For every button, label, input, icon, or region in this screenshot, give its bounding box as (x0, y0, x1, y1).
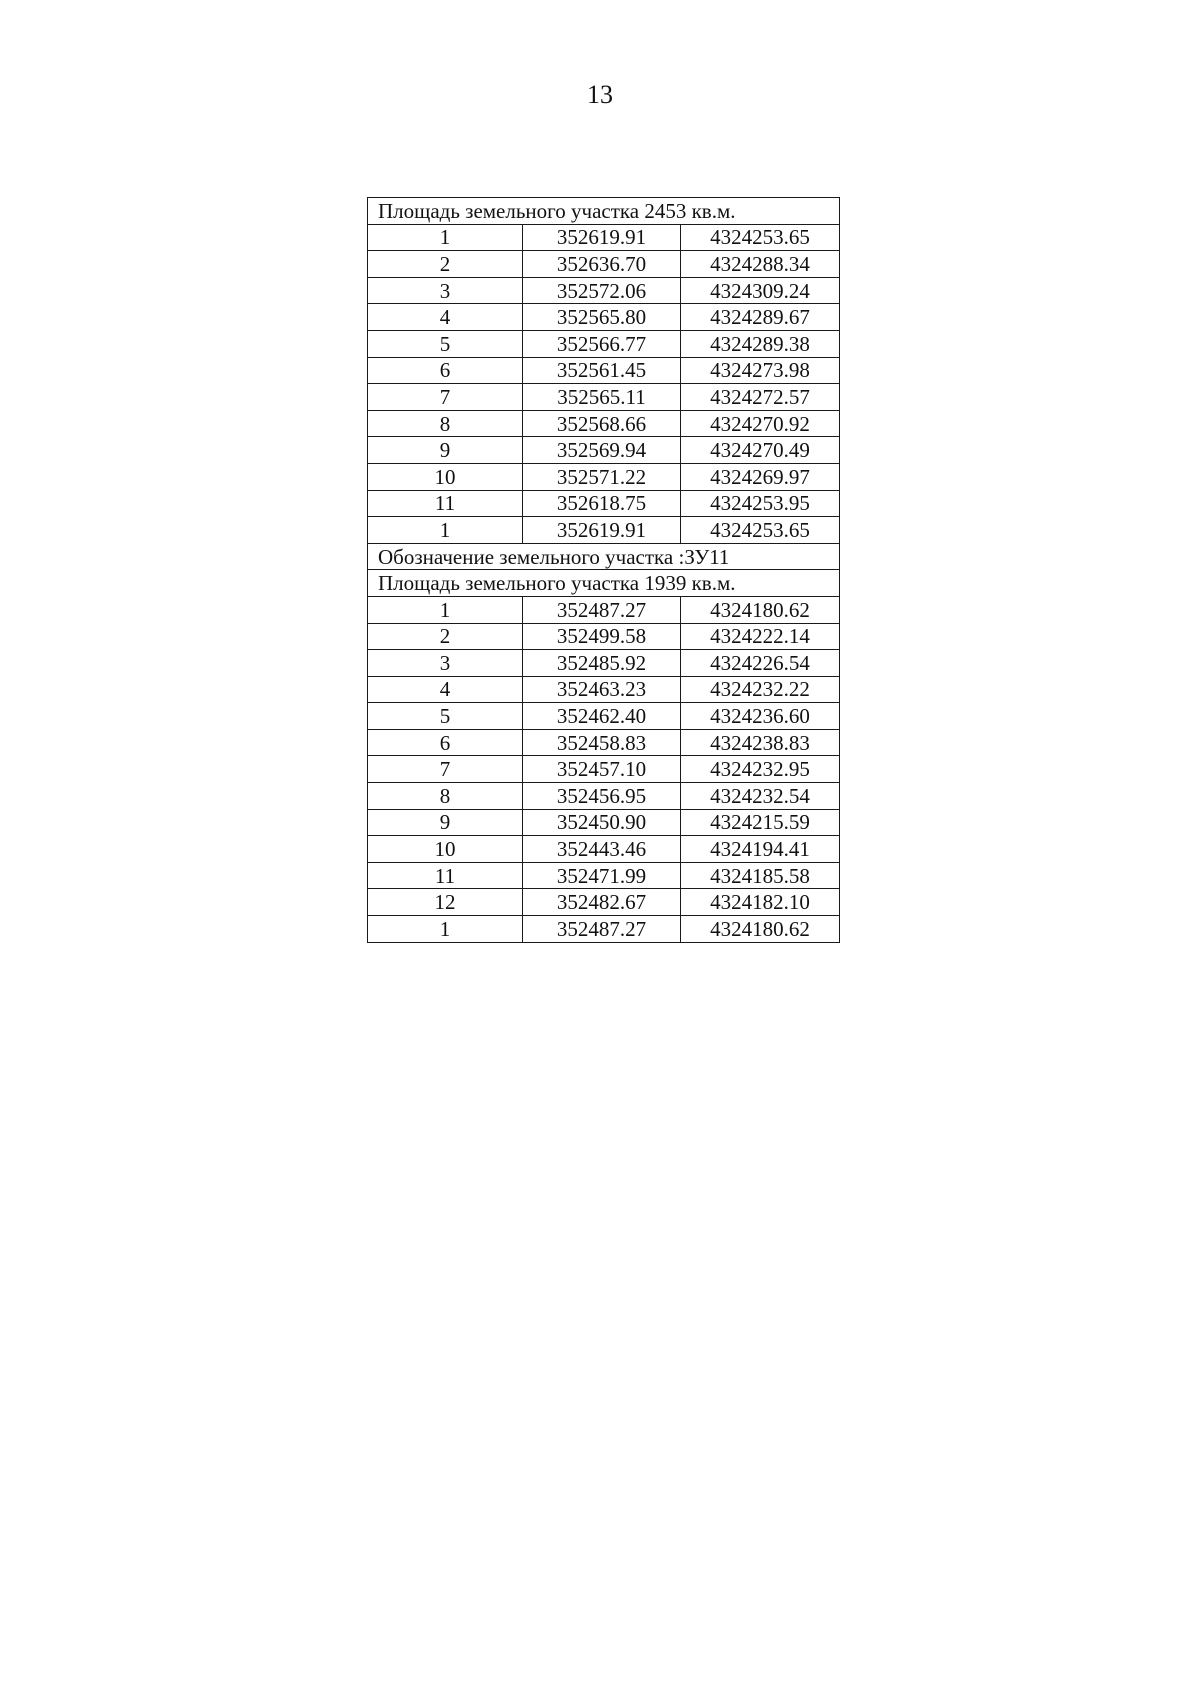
y-coordinate-cell: 4324226.54 (681, 650, 840, 677)
x-coordinate-cell: 352457.10 (523, 756, 681, 783)
table-row (368, 783, 840, 810)
coordinates-table (367, 197, 840, 943)
y-coordinate-cell: 4324253.65 (681, 517, 840, 544)
section-header-row (368, 543, 840, 570)
point-number-cell: 10 (368, 463, 523, 490)
x-coordinate-cell: 352566.77 (523, 330, 681, 357)
x-coordinate-cell: 352568.66 (523, 410, 681, 437)
y-coordinate-cell: 4324273.98 (681, 357, 840, 384)
point-number-cell: 6 (368, 357, 523, 384)
x-coordinate-cell: 352450.90 (523, 809, 681, 836)
table-row (368, 357, 840, 384)
y-coordinate-cell: 4324253.65 (681, 224, 840, 251)
table-row (368, 889, 840, 916)
y-coordinate-cell: 4324236.60 (681, 703, 840, 730)
point-number-cell: 11 (368, 490, 523, 517)
table-row (368, 437, 840, 464)
y-coordinate-cell: 4324309.24 (681, 277, 840, 304)
point-number-cell: 2 (368, 623, 523, 650)
x-coordinate-cell: 352463.23 (523, 676, 681, 703)
table-row (368, 410, 840, 437)
table-row (368, 304, 840, 331)
point-number-cell: 4 (368, 304, 523, 331)
table-row (368, 916, 840, 943)
point-number-cell: 3 (368, 277, 523, 304)
table-row (368, 676, 840, 703)
y-coordinate-cell: 4324232.22 (681, 676, 840, 703)
point-number-cell: 1 (368, 916, 523, 943)
point-number-cell: 12 (368, 889, 523, 916)
y-coordinate-cell: 4324272.57 (681, 384, 840, 411)
table-row (368, 862, 840, 889)
x-coordinate-cell: 352571.22 (523, 463, 681, 490)
table-row (368, 463, 840, 490)
point-number-cell: 1 (368, 517, 523, 544)
point-number-cell: 1 (368, 596, 523, 623)
page-number: 13 (587, 80, 613, 109)
y-coordinate-cell: 4324180.62 (681, 596, 840, 623)
y-coordinate-cell: 4324232.95 (681, 756, 840, 783)
y-coordinate-cell: 4324185.58 (681, 862, 840, 889)
y-coordinate-cell: 4324270.92 (681, 410, 840, 437)
y-coordinate-cell: 4324182.10 (681, 889, 840, 916)
point-number-cell: 6 (368, 729, 523, 756)
x-coordinate-cell: 352499.58 (523, 623, 681, 650)
table-row (368, 756, 840, 783)
y-coordinate-cell: 4324288.34 (681, 251, 840, 278)
point-number-cell: 3 (368, 650, 523, 677)
y-coordinate-cell: 4324289.67 (681, 304, 840, 331)
y-coordinate-cell: 4324269.97 (681, 463, 840, 490)
table-row (368, 330, 840, 357)
point-number-cell: 7 (368, 384, 523, 411)
x-coordinate-cell: 352565.11 (523, 384, 681, 411)
point-number-cell: 11 (368, 862, 523, 889)
table-row (368, 277, 840, 304)
x-coordinate-cell: 352561.45 (523, 357, 681, 384)
x-coordinate-cell: 352462.40 (523, 703, 681, 730)
table-row (368, 836, 840, 863)
coordinates-table-body (368, 198, 840, 943)
point-number-cell: 7 (368, 756, 523, 783)
x-coordinate-cell: 352572.06 (523, 277, 681, 304)
table-row (368, 596, 840, 623)
y-coordinate-cell: 4324180.62 (681, 916, 840, 943)
point-number-cell: 8 (368, 783, 523, 810)
table-row (368, 729, 840, 756)
section-header-row (368, 198, 840, 225)
x-coordinate-cell: 352619.91 (523, 517, 681, 544)
table-row (368, 490, 840, 517)
point-number-cell: 2 (368, 251, 523, 278)
x-coordinate-cell: 352458.83 (523, 729, 681, 756)
table-row (368, 224, 840, 251)
point-number-cell: 10 (368, 836, 523, 863)
point-number-cell: 9 (368, 437, 523, 464)
x-coordinate-cell: 352569.94 (523, 437, 681, 464)
point-number-cell: 4 (368, 676, 523, 703)
x-coordinate-cell: 352471.99 (523, 862, 681, 889)
x-coordinate-cell: 352636.70 (523, 251, 681, 278)
y-coordinate-cell: 4324270.49 (681, 437, 840, 464)
y-coordinate-cell: 4324222.14 (681, 623, 840, 650)
x-coordinate-cell: 352619.91 (523, 224, 681, 251)
y-coordinate-cell: 4324238.83 (681, 729, 840, 756)
x-coordinate-cell: 352482.67 (523, 889, 681, 916)
table-row (368, 809, 840, 836)
point-number-cell: 8 (368, 410, 523, 437)
y-coordinate-cell: 4324289.38 (681, 330, 840, 357)
table-row (368, 623, 840, 650)
section-header-cell: Обозначение земельного участка :ЗУ11 (368, 543, 840, 570)
point-number-cell: 5 (368, 330, 523, 357)
y-coordinate-cell: 4324253.95 (681, 490, 840, 517)
table-row (368, 650, 840, 677)
x-coordinate-cell: 352487.27 (523, 596, 681, 623)
table-row (368, 251, 840, 278)
y-coordinate-cell: 4324232.54 (681, 783, 840, 810)
x-coordinate-cell: 352618.75 (523, 490, 681, 517)
x-coordinate-cell: 352487.27 (523, 916, 681, 943)
point-number-cell: 1 (368, 224, 523, 251)
x-coordinate-cell: 352565.80 (523, 304, 681, 331)
table-row (368, 384, 840, 411)
table-row (368, 703, 840, 730)
section-header-cell: Площадь земельного участка 1939 кв.м. (368, 570, 840, 597)
section-header-row (368, 570, 840, 597)
section-header-cell: Площадь земельного участка 2453 кв.м. (368, 198, 840, 225)
x-coordinate-cell: 352485.92 (523, 650, 681, 677)
table-row (368, 517, 840, 544)
x-coordinate-cell: 352443.46 (523, 836, 681, 863)
y-coordinate-cell: 4324194.41 (681, 836, 840, 863)
point-number-cell: 9 (368, 809, 523, 836)
point-number-cell: 5 (368, 703, 523, 730)
x-coordinate-cell: 352456.95 (523, 783, 681, 810)
y-coordinate-cell: 4324215.59 (681, 809, 840, 836)
